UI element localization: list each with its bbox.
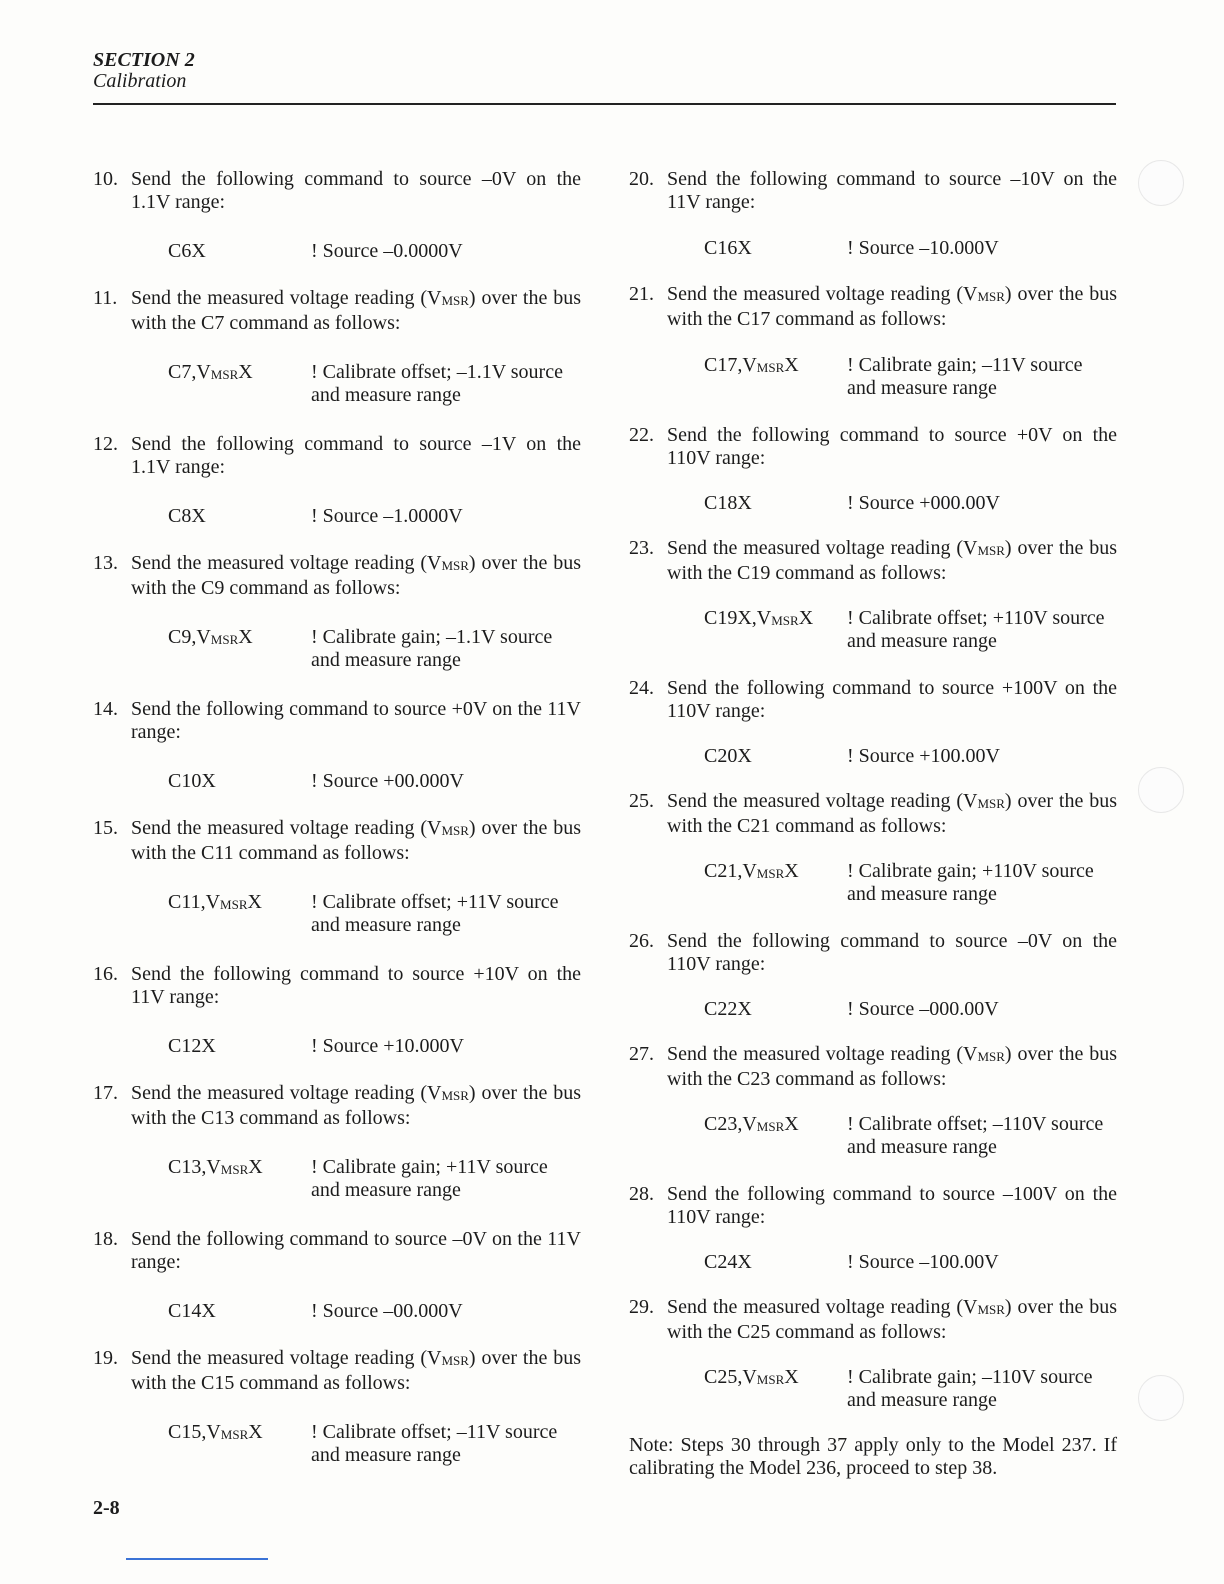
step-text-part: Send the measured voltage reading (V bbox=[667, 537, 978, 559]
command-code bbox=[168, 626, 311, 672]
command-code bbox=[168, 1421, 311, 1467]
command-comment: ! Source –000.00V bbox=[847, 998, 999, 1020]
section-title: Calibration bbox=[93, 70, 187, 92]
command-code-part: X bbox=[798, 607, 814, 629]
msr-subscript: MSR bbox=[977, 543, 1005, 558]
step-item bbox=[629, 424, 1117, 470]
step-text: Send the following command to source +0V on the 11V range: bbox=[131, 698, 581, 743]
left-column bbox=[93, 168, 581, 1467]
command-comment: ! Calibrate gain; –11V source and measure range bbox=[847, 354, 1083, 399]
command-comment: ! Calibrate gain; +11V source and measure range bbox=[311, 1156, 548, 1201]
command-line bbox=[168, 505, 581, 528]
step-text bbox=[131, 1082, 581, 1130]
step-number: 27. bbox=[629, 1043, 654, 1065]
step-item bbox=[93, 1347, 581, 1395]
msr-subscript: MSR bbox=[220, 1162, 249, 1177]
step-item bbox=[93, 963, 581, 1009]
command-code-part: C22X bbox=[704, 998, 752, 1020]
command-line bbox=[704, 860, 1117, 906]
command-comment: ! Calibrate offset; –11V source and measure range bbox=[311, 1421, 558, 1466]
msr-subscript: MSR bbox=[756, 1372, 785, 1387]
command-code-part: C12X bbox=[168, 1035, 216, 1057]
step-item bbox=[629, 283, 1117, 331]
msr-subscript: MSR bbox=[756, 360, 785, 375]
command-comment: ! Calibrate gain; –110V source and measure range bbox=[847, 1366, 1093, 1411]
command-comment: ! Source +00.000V bbox=[311, 770, 464, 792]
command-code-part: C19X,V bbox=[704, 607, 772, 629]
command-code-part: X bbox=[248, 1421, 263, 1443]
step-text: Send the following command to source +100V on the 110V range: bbox=[667, 677, 1117, 722]
step-text-part: Send the measured voltage reading (V bbox=[667, 1296, 978, 1318]
msr-subscript: MSR bbox=[977, 1302, 1005, 1317]
command-code-part: X bbox=[248, 1156, 263, 1178]
msr-subscript: MSR bbox=[441, 1088, 469, 1103]
command-comment: ! Source +000.00V bbox=[847, 492, 1000, 514]
command-comment: ! Calibrate gain; –1.1V source and measure range bbox=[311, 626, 553, 671]
step-text-part: ) over the bus with the C19 command as follows: bbox=[667, 537, 1117, 584]
msr-subscript: MSR bbox=[756, 1119, 785, 1134]
msr-subscript: MSR bbox=[977, 1049, 1005, 1064]
step-item bbox=[93, 433, 581, 479]
step-text: Send the following command to source –1V on the 1.1V range: bbox=[131, 433, 581, 478]
section-label: SECTION 2 bbox=[93, 49, 195, 71]
step-number: 14. bbox=[93, 698, 118, 720]
page-number: 2-8 bbox=[93, 1497, 120, 1519]
step-number: 12. bbox=[93, 433, 118, 455]
step-text-part: ) over the bus with the C7 command as follows: bbox=[131, 287, 581, 334]
command-comment: ! Source –10.000V bbox=[847, 237, 999, 259]
command-comment: ! Source +10.000V bbox=[311, 1035, 464, 1057]
command-comment: ! Calibrate offset; –1.1V source and measure range bbox=[311, 361, 563, 406]
msr-subscript: MSR bbox=[220, 897, 248, 912]
command-code-part: C20X bbox=[704, 745, 752, 767]
step-text: Send the following command to source –0V on the 110V range: bbox=[667, 930, 1117, 975]
command-code-part: C6X bbox=[168, 240, 206, 262]
msr-subscript: MSR bbox=[771, 613, 799, 628]
command-line bbox=[168, 626, 581, 672]
command-code bbox=[704, 237, 847, 260]
step-number: 15. bbox=[93, 817, 118, 839]
command-code bbox=[704, 1251, 847, 1274]
command-line bbox=[704, 998, 1117, 1021]
step-text-part: ) over the bus with the C9 command as follows: bbox=[131, 552, 581, 599]
step-item bbox=[93, 1082, 581, 1130]
command-code-part: C13,V bbox=[168, 1156, 221, 1178]
command-line bbox=[168, 770, 581, 793]
command-line bbox=[704, 745, 1117, 768]
command-comment: ! Calibrate gain; +110V source and measure range bbox=[847, 860, 1094, 905]
command-code-part: C17,V bbox=[704, 354, 757, 376]
command-line bbox=[168, 1035, 581, 1058]
msr-subscript: MSR bbox=[977, 289, 1005, 304]
msr-subscript: MSR bbox=[441, 558, 469, 573]
command-code bbox=[704, 998, 847, 1021]
step-item bbox=[93, 552, 581, 600]
step-number: 19. bbox=[93, 1347, 118, 1369]
step-number: 25. bbox=[629, 790, 654, 812]
step-item bbox=[629, 537, 1117, 585]
note-text: Note: Steps 30 through 37 apply only to the Model 237. If calibrating the Model 236, proceed to step 38. bbox=[629, 1434, 1117, 1479]
step-text bbox=[131, 1347, 581, 1395]
command-code bbox=[168, 505, 311, 528]
step-number: 29. bbox=[629, 1296, 654, 1318]
command-line bbox=[168, 240, 581, 263]
right-column bbox=[629, 168, 1117, 1480]
command-code-part: X bbox=[784, 860, 799, 882]
command-code-part: C23,V bbox=[704, 1113, 757, 1135]
hole-punch-bottom bbox=[1138, 1375, 1184, 1421]
command-code-part: C7,V bbox=[168, 361, 211, 383]
step-number: 23. bbox=[629, 537, 654, 559]
command-line bbox=[168, 891, 581, 937]
command-code-part: C9,V bbox=[168, 626, 211, 648]
step-item bbox=[93, 1228, 581, 1274]
step-text-part: ) over the bus with the C21 command as follows: bbox=[667, 790, 1117, 837]
step-item bbox=[629, 1043, 1117, 1091]
command-code-part: C14X bbox=[168, 1300, 216, 1322]
step-text-part: ) over the bus with the C23 command as follows: bbox=[667, 1043, 1117, 1090]
step-item bbox=[93, 287, 581, 335]
command-code bbox=[168, 891, 311, 937]
command-comment: ! Source –1.0000V bbox=[311, 505, 463, 527]
msr-subscript: MSR bbox=[441, 293, 469, 308]
step-text-part: Send the measured voltage reading (V bbox=[131, 1347, 442, 1369]
step-text bbox=[131, 287, 581, 335]
step-text-part: ) over the bus with the C11 command as follows: bbox=[131, 817, 581, 864]
blue-underline-mark bbox=[126, 1558, 268, 1560]
step-number: 28. bbox=[629, 1183, 654, 1205]
command-code-part: C15,V bbox=[168, 1421, 221, 1443]
step-item bbox=[629, 168, 1117, 214]
step-text-part: Send the measured voltage reading (V bbox=[667, 1043, 978, 1065]
step-text-part: Send the measured voltage reading (V bbox=[131, 287, 442, 309]
step-text-part: ) over the bus with the C15 command as follows: bbox=[131, 1347, 581, 1394]
command-line bbox=[704, 492, 1117, 515]
step-text-part: Send the measured voltage reading (V bbox=[667, 790, 978, 812]
command-code bbox=[704, 607, 847, 653]
step-text: Send the following command to source –0V on the 11V range: bbox=[131, 1228, 581, 1273]
command-line bbox=[704, 237, 1117, 260]
step-item bbox=[93, 817, 581, 865]
step-text-part: Send the measured voltage reading (V bbox=[131, 1082, 442, 1104]
command-line bbox=[168, 361, 581, 407]
msr-subscript: MSR bbox=[210, 632, 239, 647]
step-item bbox=[93, 698, 581, 744]
msr-subscript: MSR bbox=[441, 823, 469, 838]
command-code-part: C11,V bbox=[168, 891, 221, 913]
command-comment: ! Source –100.00V bbox=[847, 1251, 999, 1273]
step-text: Send the following command to source –100V on the 110V range: bbox=[667, 1183, 1117, 1228]
command-line bbox=[704, 354, 1117, 400]
step-number: 16. bbox=[93, 963, 118, 985]
step-number: 10. bbox=[93, 168, 118, 190]
command-code bbox=[704, 354, 847, 400]
step-item bbox=[629, 1296, 1117, 1344]
command-code bbox=[704, 745, 847, 768]
step-number: 21. bbox=[629, 283, 654, 305]
command-code bbox=[704, 1113, 847, 1159]
command-comment: ! Calibrate offset; +11V source and measure range bbox=[311, 891, 559, 936]
command-code bbox=[704, 860, 847, 906]
page-header bbox=[93, 50, 195, 92]
command-code-part: X bbox=[238, 361, 253, 383]
step-item bbox=[629, 790, 1117, 838]
step-text: Send the following command to source –0V on the 1.1V range: bbox=[131, 168, 581, 213]
hole-punch-middle bbox=[1138, 767, 1184, 813]
command-code bbox=[168, 770, 311, 793]
command-code-part: C8X bbox=[168, 505, 206, 527]
command-code bbox=[168, 1156, 311, 1202]
step-text-part: ) over the bus with the C17 command as follows: bbox=[667, 283, 1117, 330]
step-number: 26. bbox=[629, 930, 654, 952]
command-comment: ! Source +100.00V bbox=[847, 745, 1000, 767]
command-code bbox=[168, 240, 311, 263]
step-text bbox=[131, 552, 581, 600]
command-code-part: C18X bbox=[704, 492, 752, 514]
step-number: 17. bbox=[93, 1082, 118, 1104]
command-code-part: X bbox=[784, 1113, 799, 1135]
step-number: 20. bbox=[629, 168, 654, 190]
command-comment: ! Source –00.000V bbox=[311, 1300, 463, 1322]
command-code bbox=[168, 1035, 311, 1058]
command-code-part: C25,V bbox=[704, 1366, 757, 1388]
step-text bbox=[131, 817, 581, 865]
step-number: 22. bbox=[629, 424, 654, 446]
step-text-part: Send the measured voltage reading (V bbox=[131, 552, 442, 574]
command-line bbox=[704, 1251, 1117, 1274]
command-code-part: X bbox=[238, 626, 253, 648]
step-number: 13. bbox=[93, 552, 118, 574]
step-item bbox=[629, 677, 1117, 723]
step-text-part: Send the measured voltage reading (V bbox=[131, 817, 442, 839]
command-code bbox=[704, 492, 847, 515]
command-line bbox=[704, 1113, 1117, 1159]
command-comment: ! Calibrate offset; –110V source and measure range bbox=[847, 1113, 1104, 1158]
step-text bbox=[667, 1296, 1117, 1344]
command-line bbox=[168, 1156, 581, 1202]
command-code bbox=[704, 1366, 847, 1412]
command-comment: ! Source –0.0000V bbox=[311, 240, 463, 262]
command-comment: ! Calibrate offset; +110V source and measure range bbox=[847, 607, 1105, 652]
step-text: Send the following command to source –10V on the 11V range: bbox=[667, 168, 1117, 213]
command-code bbox=[168, 1300, 311, 1323]
step-text bbox=[667, 790, 1117, 838]
step-text-part: Send the measured voltage reading (V bbox=[667, 283, 978, 305]
step-text bbox=[667, 283, 1117, 331]
step-number: 18. bbox=[93, 1228, 118, 1250]
command-code bbox=[168, 361, 311, 407]
step-text-part: ) over the bus with the C25 command as follows: bbox=[667, 1296, 1117, 1343]
command-line bbox=[168, 1421, 581, 1467]
step-text-part: ) over the bus with the C13 command as follows: bbox=[131, 1082, 581, 1129]
command-code-part: C10X bbox=[168, 770, 216, 792]
msr-subscript: MSR bbox=[441, 1353, 469, 1368]
command-line bbox=[704, 1366, 1117, 1412]
command-code-part: C24X bbox=[704, 1251, 752, 1273]
step-text bbox=[667, 537, 1117, 585]
msr-subscript: MSR bbox=[210, 367, 239, 382]
command-line bbox=[704, 607, 1117, 653]
command-code-part: C16X bbox=[704, 237, 752, 259]
step-number: 24. bbox=[629, 677, 654, 699]
header-rule bbox=[93, 103, 1116, 105]
command-line bbox=[168, 1300, 581, 1323]
command-code-part: X bbox=[247, 891, 262, 913]
command-code-part: X bbox=[784, 354, 799, 376]
msr-subscript: MSR bbox=[756, 866, 785, 881]
step-text bbox=[667, 1043, 1117, 1091]
step-text: Send the following command to source +10V on the 11V range: bbox=[131, 963, 581, 1008]
step-item bbox=[629, 1183, 1117, 1229]
step-item bbox=[629, 930, 1117, 976]
command-code-part: C21,V bbox=[704, 860, 757, 882]
msr-subscript: MSR bbox=[977, 796, 1005, 811]
step-item bbox=[93, 168, 581, 214]
command-code-part: X bbox=[784, 1366, 799, 1388]
hole-punch-top bbox=[1138, 160, 1184, 206]
step-text: Send the following command to source +0V on the 110V range: bbox=[667, 424, 1117, 469]
msr-subscript: MSR bbox=[220, 1427, 249, 1442]
step-number: 11. bbox=[93, 287, 118, 309]
